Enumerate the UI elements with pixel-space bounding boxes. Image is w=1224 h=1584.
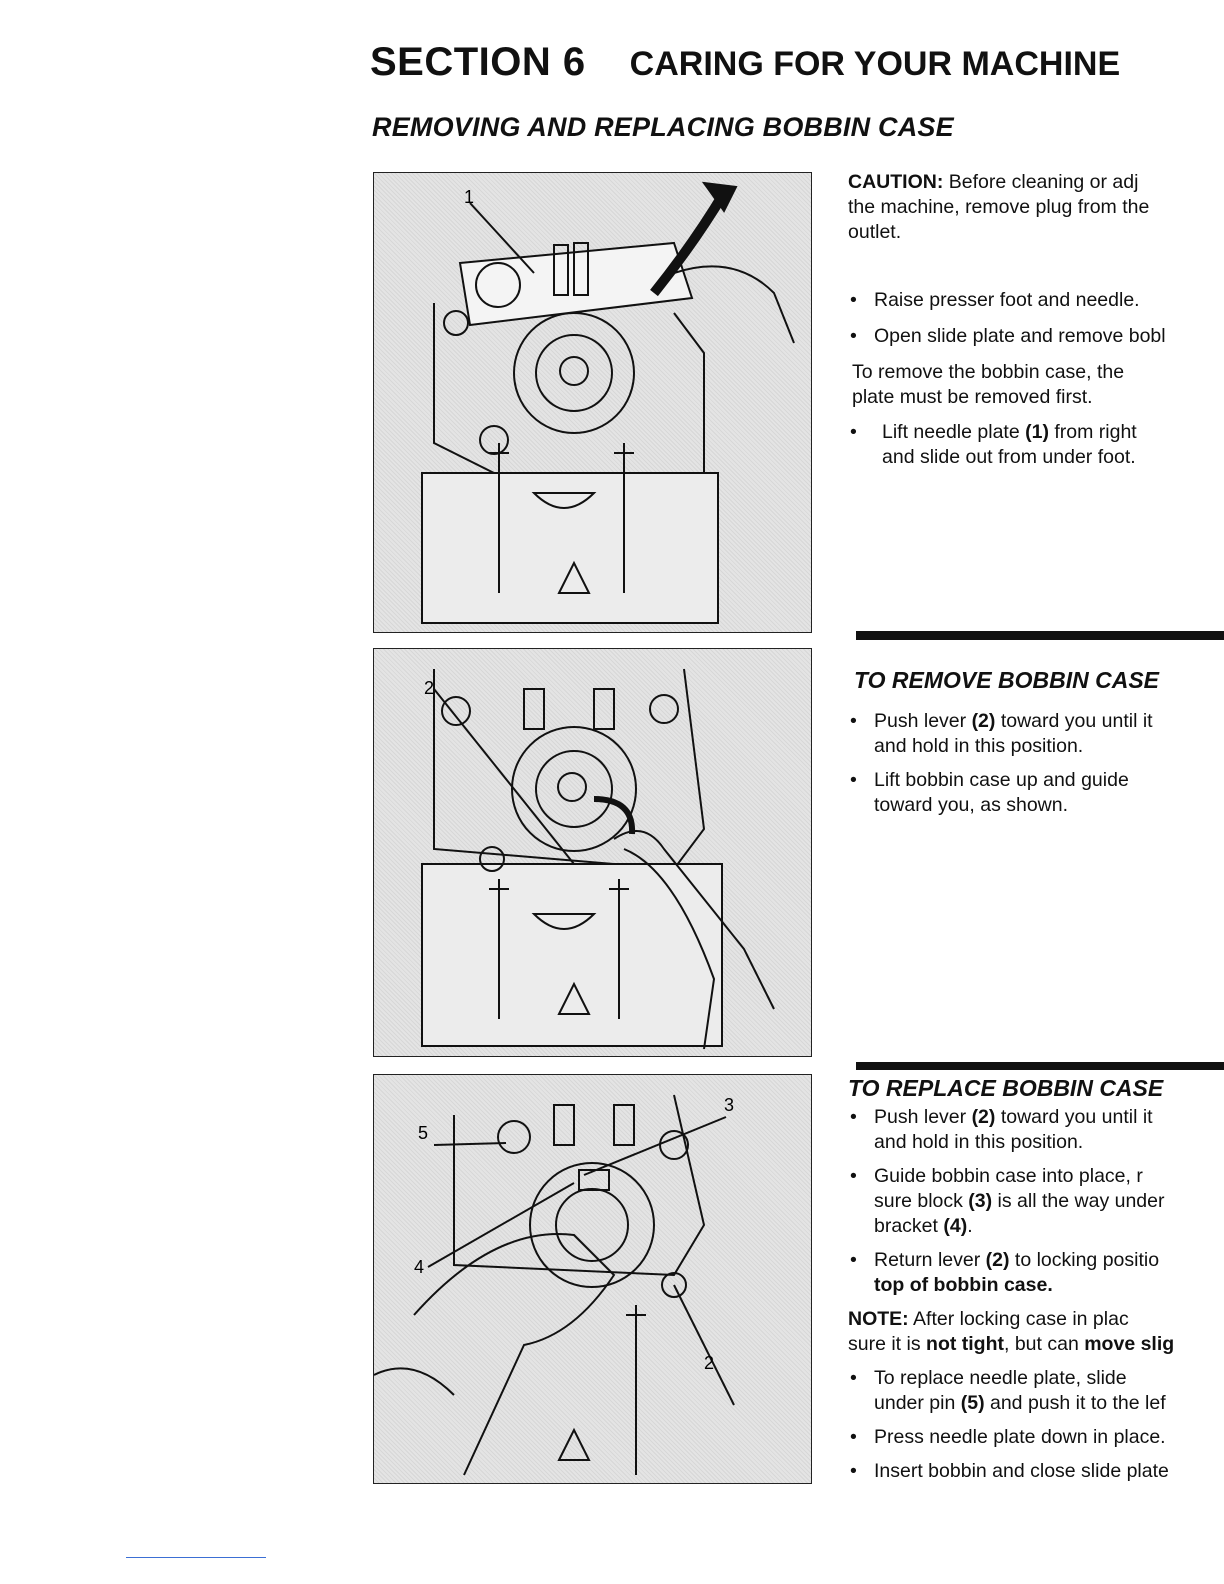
figure-remove-bobbin-case xyxy=(373,648,812,1057)
callout-5: 5 xyxy=(418,1123,429,1143)
section-number: SECTION 6 xyxy=(370,40,586,84)
replace-bullet-4-line2: under pin (5) and push it to the lef xyxy=(874,1392,1166,1414)
replace-bullet-6: • Insert bobbin and close slide plate xyxy=(848,1459,1224,1484)
prep-bullet-2: • Open slide plate and remove bobl xyxy=(848,324,1224,349)
section-divider-1 xyxy=(856,631,1224,640)
prep-steps xyxy=(848,288,1224,470)
prep-note-2: plate must be removed first. xyxy=(852,386,1093,408)
remove-bullet-1: • Push lever (2) toward you until it xyxy=(848,709,1224,734)
figure-remove-needle-plate xyxy=(373,172,812,633)
callout-4: 4 xyxy=(414,1257,425,1277)
prep-note-1: To remove the bobbin case, the xyxy=(852,361,1125,383)
callout-3: 3 xyxy=(724,1095,735,1115)
footer-line xyxy=(126,1557,266,1558)
replace-bullet-3: • Return lever (2) to locking positio xyxy=(848,1248,1224,1273)
caution-line-1: Before cleaning or adj xyxy=(943,171,1139,193)
replace-bullet-4: • To replace needle plate, slide xyxy=(848,1366,1224,1391)
replace-section xyxy=(848,1076,1224,1484)
bobbin-replace-illustration xyxy=(374,1075,811,1483)
prep-bullet-3-line2: and slide out from under foot. xyxy=(882,446,1136,468)
replace-bullet-2-line2: sure block (3) is all the way under xyxy=(874,1190,1165,1212)
callout-2: 2 xyxy=(424,678,435,698)
replace-bullet-2-line3: bracket (4). xyxy=(874,1215,973,1237)
remove-bullet-1-line2: and hold in this position. xyxy=(874,735,1084,757)
replace-bullet-2: • Guide bobbin case into place, r xyxy=(848,1164,1224,1189)
remove-section xyxy=(848,668,1224,818)
replace-bullet-5: • Press needle plate down in place. xyxy=(848,1425,1224,1450)
bobbin-removal-illustration xyxy=(374,649,811,1056)
replace-bullet-3-line2: top of bobbin case. xyxy=(874,1274,1053,1296)
remove-bullet-2: • Lift bobbin case up and guide xyxy=(848,768,1224,793)
page-subtitle: REMOVING AND REPLACING BOBBIN CASE xyxy=(372,112,954,142)
callout-1: 1 xyxy=(464,187,475,207)
needle-plate-illustration xyxy=(374,173,811,632)
replace-bullet-1: • Push lever (2) toward you until it xyxy=(848,1105,1224,1130)
callout-2b: 2 xyxy=(704,1353,715,1373)
replace-bullet-1-line2: and hold in this position. xyxy=(874,1131,1084,1153)
caution-line-3: outlet. xyxy=(848,221,902,243)
prep-bullet-1: • Raise presser foot and needle. xyxy=(848,288,1224,313)
caution-block xyxy=(848,170,1224,245)
caution-label: CAUTION: xyxy=(848,171,944,193)
prep-bullet-3: • Lift needle plate (1) from right xyxy=(848,420,1224,445)
section-name: CARING FOR YOUR MACHINE xyxy=(629,45,1121,83)
section-divider-2 xyxy=(856,1062,1224,1070)
replace-note-line2: sure it is not tight, but can move slig xyxy=(848,1333,1175,1355)
replace-note: NOTE: After locking case in plac xyxy=(848,1308,1129,1330)
figure-replace-bobbin-case xyxy=(373,1074,812,1484)
replace-heading: TO REPLACE BOBBIN CASE xyxy=(848,1075,1164,1101)
remove-bullet-2-line2: toward you, as shown. xyxy=(874,794,1069,816)
section-title xyxy=(370,40,1120,85)
caution-line-2: the machine, remove plug from the xyxy=(848,196,1150,218)
remove-heading: TO REMOVE BOBBIN CASE xyxy=(854,667,1159,693)
